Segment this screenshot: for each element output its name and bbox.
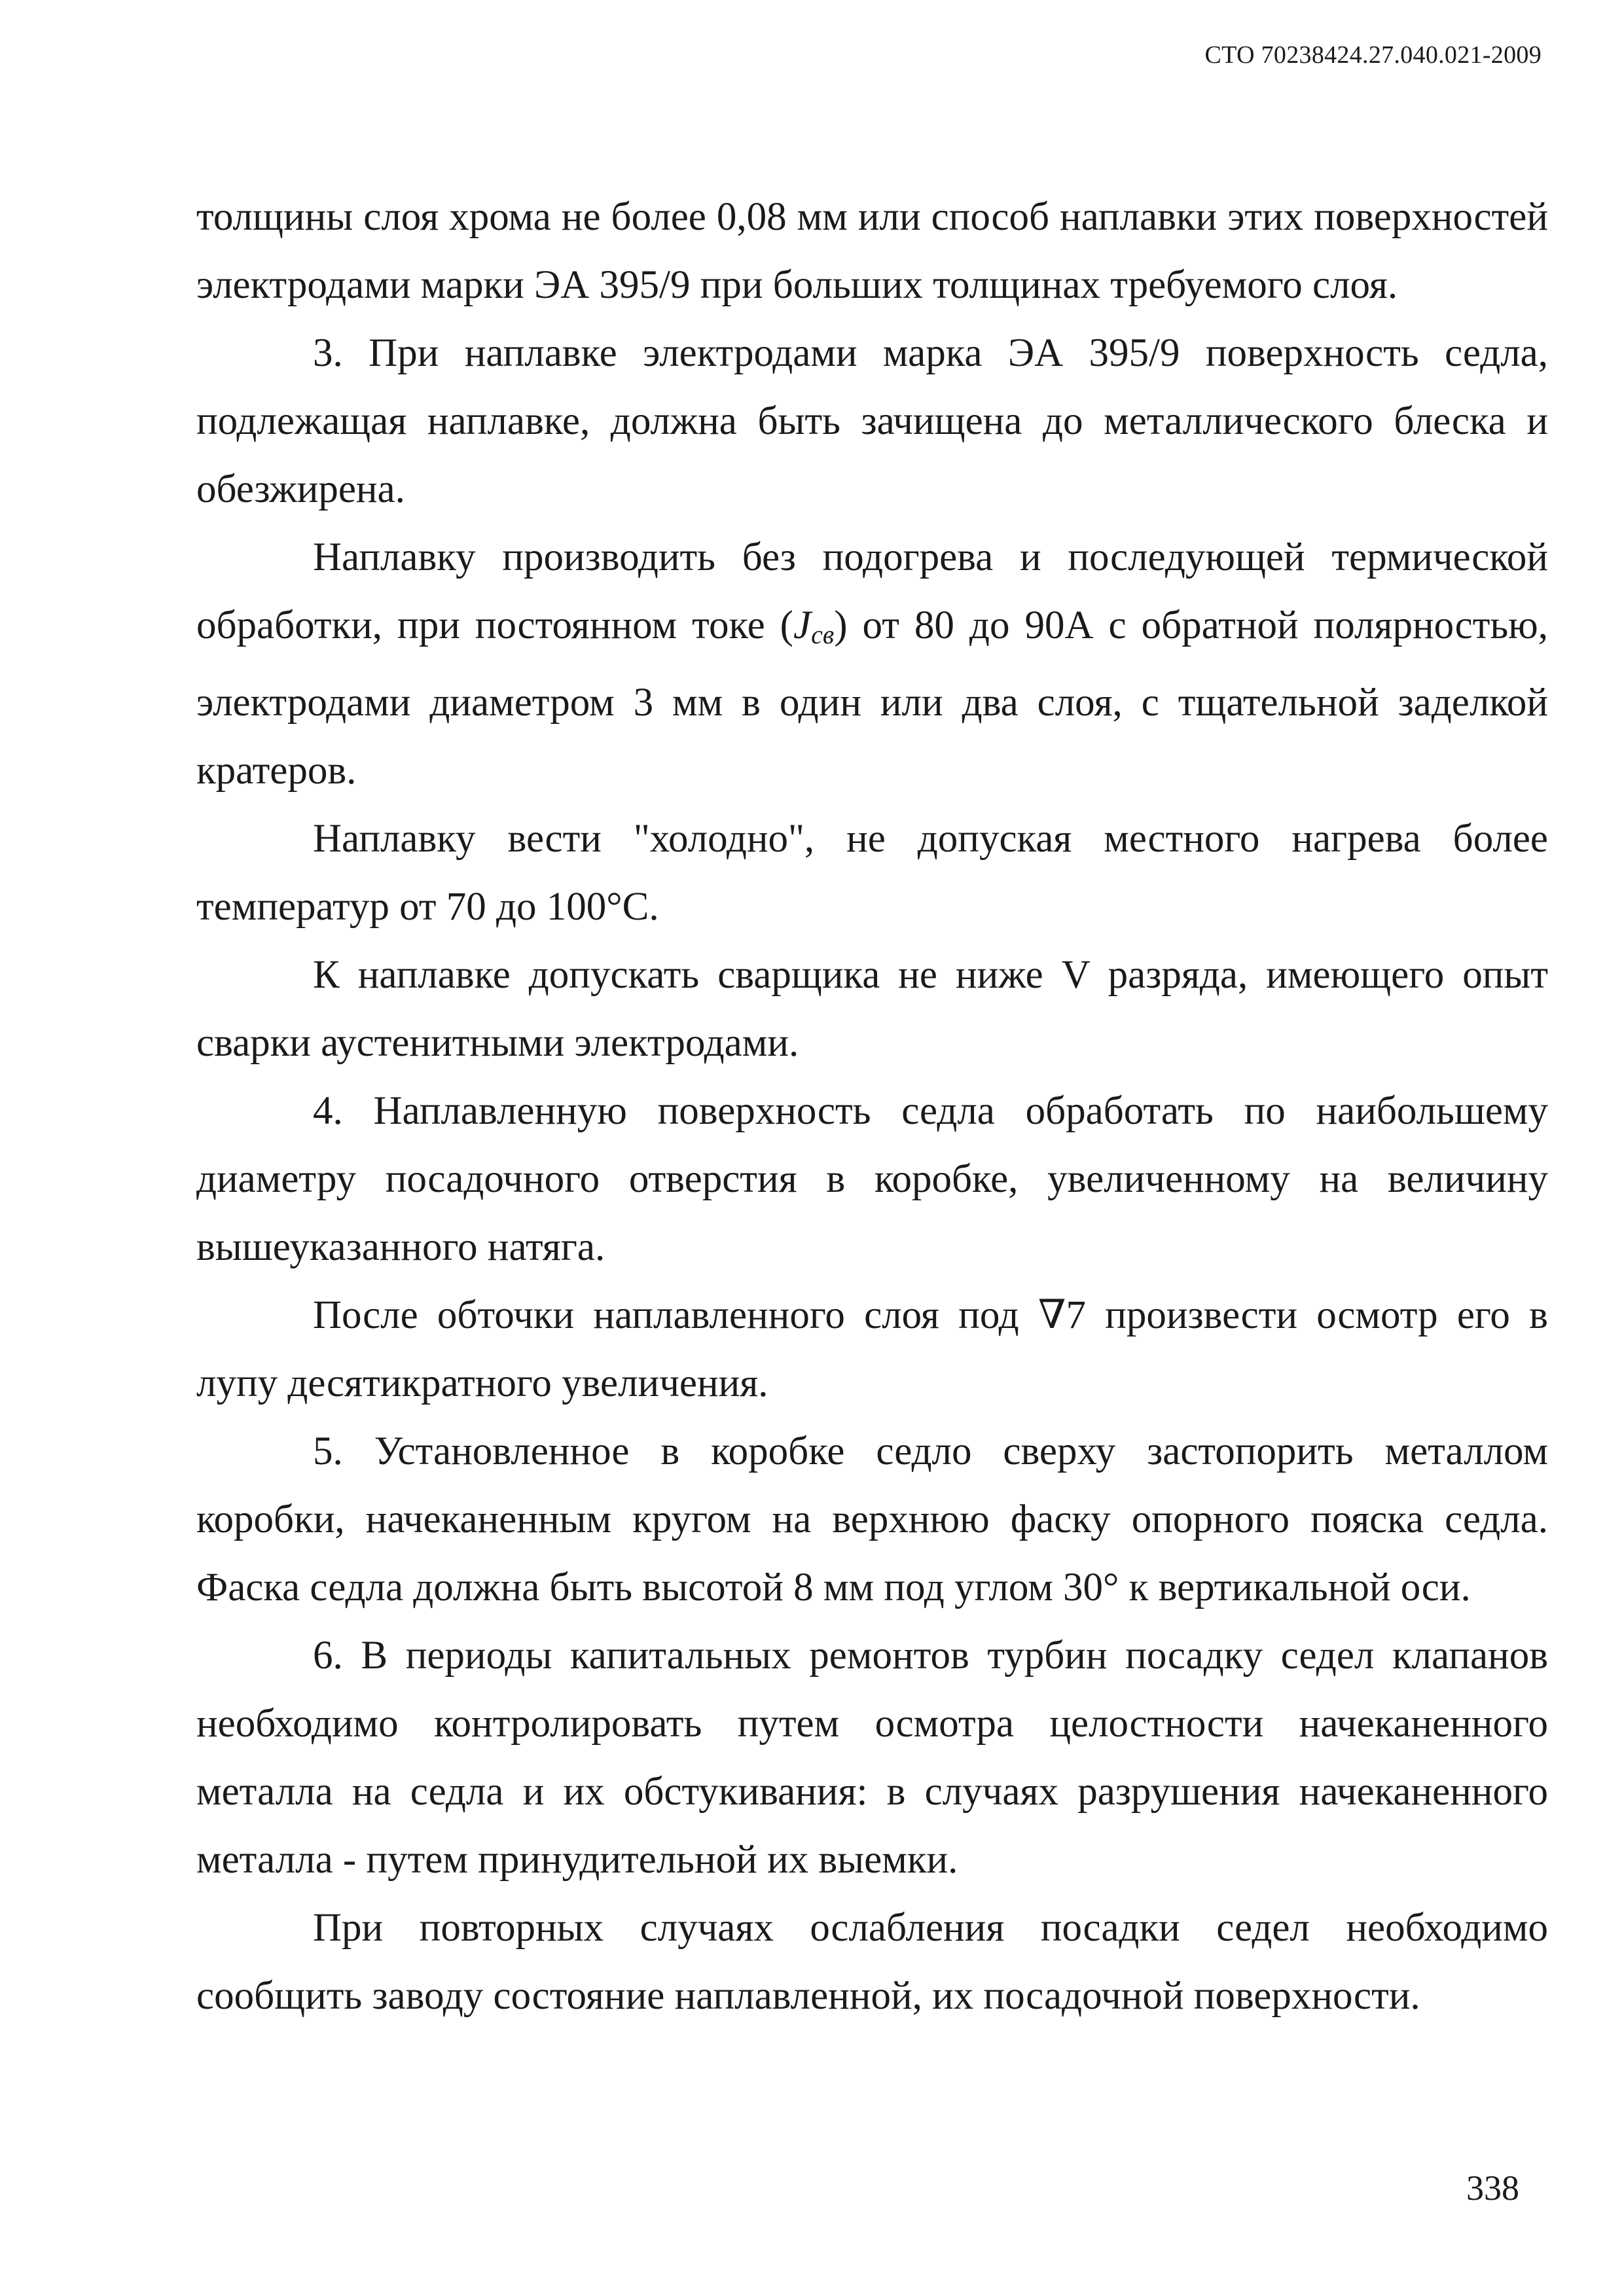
paragraph-3-before: Наплавку производить без подогрева и последующей термической обработки, при постоянном токе (: [196, 535, 1548, 647]
paragraph-9: 6. В периоды капитальных ремонтов турбин посадку седел клапанов необходимо контролировать путем осмотра целостности начеканенного металла на седла и их обстукивания: в случаях разрушения начеканенного металла - путем принудительной их выемки.: [196, 1634, 1548, 1882]
current-subscript: св: [811, 620, 835, 649]
paragraph-1: толщины слоя хрома не более 0,08 мм или способ наплавки этих поверхностей электродами марки ЭА 395/9 при больших толщинах требуемого слоя.: [196, 195, 1548, 307]
document-code: СТО 70238424.27.040.021-2009: [1204, 41, 1542, 69]
paragraph-3: [196, 524, 1548, 805]
paragraph-6: 4. Наплавленную поверхность седла обработать по наибольшему диаметру посадочного отверстия в коробке, увеличенному на величину вышеуказанного натяга.: [196, 1089, 1548, 1269]
current-symbol: J: [793, 603, 812, 647]
paragraph-8: 5. Установленное в коробке седло сверху застопорить металлом коробки, начеканенным кругом на верхнюю фаску опорного пояска седла. Фаска седла должна быть высотой 8 мм под углом 30° к вертикальной оси.: [196, 1429, 1548, 1609]
paragraph-2: 3. При наплавке электродами марка ЭА 395/9 поверхность седла, подлежащая наплавке, должна быть зачищена до металлического блеска и обезжирена.: [196, 331, 1548, 511]
page-number: 338: [1466, 2168, 1519, 2208]
paragraph-5: К наплавке допускать сварщика не ниже V разряда, имеющего опыт сварки аустенитными электродами.: [196, 953, 1548, 1065]
body-text: [196, 183, 1548, 2030]
paragraph-4: Наплавку вести "холодно", не допуская местного нагрева более температур от 70 до 100°С.: [196, 817, 1548, 929]
paragraph-3-after: ) от 80 до 90А с обратной полярностью, электродами диаметром 3 мм в один или два слоя, с тщательной заделкой кратеров.: [196, 603, 1549, 793]
paragraph-7: После обточки наплавленного слоя под ∇7 произвести осмотр его в лупу десятикратного увеличения.: [196, 1293, 1548, 1405]
paragraph-10: При повторных случаях ослабления посадки седел необходимо сообщить заводу состояние наплавленной, их посадочной поверхности.: [196, 1906, 1548, 2018]
